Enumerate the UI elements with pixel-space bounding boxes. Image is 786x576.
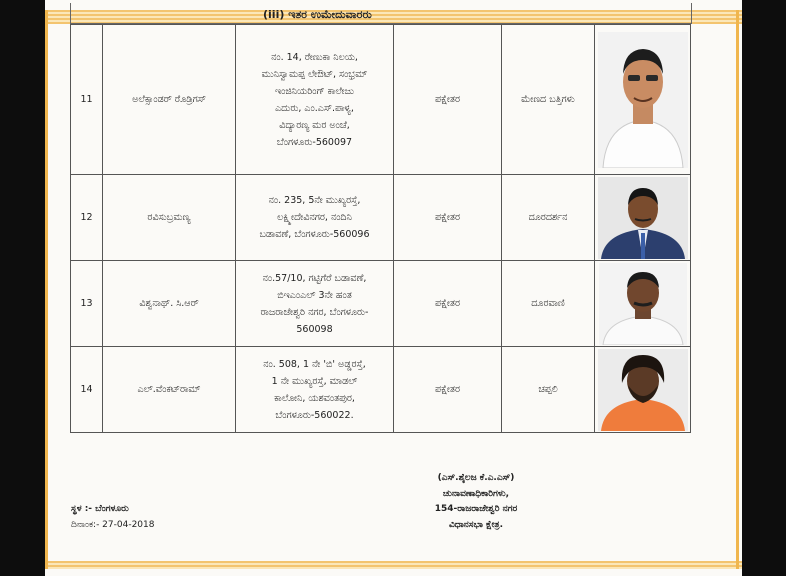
party-affiliation: ಪಕ್ಷೇತರ: [394, 175, 502, 261]
candidate-photo: [598, 177, 688, 259]
candidate-name: ಎಲ್.ವೆಂಕಟ್‌ರಾಮ್: [103, 347, 236, 433]
serial-number: 14: [71, 347, 103, 433]
candidate-address: ನಂ. 508, 1 ನೇ 'ಬಿ' ಅಡ್ಡರಸ್ತೆ, 1 ನೇ ಮುಖ್ಯರಸ್ತೆ, ಮಾಡಲ್ ಕಾಲೋನಿ, ಯಶವಂತಪುರ, ಬೆಂಗಳೂರು-560022.: [236, 347, 394, 433]
table-row: [71, 261, 691, 347]
candidate-photo: [598, 32, 688, 168]
candidate-photo-cell: [595, 261, 691, 347]
decorative-border-bottom: [45, 561, 742, 569]
party-affiliation: ಪಕ್ಷೇತರ: [394, 261, 502, 347]
candidate-name: ವಿಶ್ವನಾಥ್. ಸಿ.ಆರ್: [103, 261, 236, 347]
serial-number: 11: [71, 25, 103, 175]
decorative-border-right: [736, 10, 739, 569]
table-row: [71, 175, 691, 261]
candidates-table: [70, 24, 691, 433]
candidate-address: ನಂ. 235, 5ನೇ ಮುಖ್ಯರಸ್ತೆ, ಲಕ್ಷ್ಮೀದೇವಿನಗರ, ನಂದಿನಿ ಬಡಾವಣೆ, ಬೆಂಗಳೂರು-560096: [236, 175, 394, 261]
election-symbol: ದೂರವಾಣಿ: [502, 261, 595, 347]
candidate-photo-cell: [595, 347, 691, 433]
candidate-name: ಅಲೆಕ್ಸಾಂಡರ್ ರೊಡ್ರಿಗಸ್: [103, 25, 236, 175]
serial-number: 12: [71, 175, 103, 261]
section-title: (iii) ಇತರ ಉಮೇದುವಾರರು: [263, 8, 372, 21]
table-row: [71, 25, 691, 175]
candidate-name: ರವಿಸುಬ್ರಮಣ್ಯ: [103, 175, 236, 261]
candidate-photo-cell: [595, 175, 691, 261]
election-symbol: ಚಪ್ಪಲಿ: [502, 347, 595, 433]
serial-number: 13: [71, 261, 103, 347]
candidate-photo: [599, 263, 687, 345]
candidate-photo-cell: [595, 25, 691, 175]
document-page: [45, 0, 742, 576]
returning-officer-signature-block: (ಎಸ್.ಶೈಲಜ ಕೆ.ಎ.ಎಸ್) ಚುನಾವಣಾಧಿಕಾರಿಗಳು, 154-ರಾಜರಾಜೇಶ್ವರಿ ನಗರ ವಿಧಾನಸಭಾ ಕ್ಷೇತ್ರ.: [434, 473, 518, 530]
election-symbol: ಮೇಣದ ಬತ್ತಿಗಳು: [502, 25, 595, 175]
section-header-row: [70, 3, 692, 24]
decorative-border-left: [45, 10, 48, 569]
date-label: ದಿನಾಂಕ:- 27-04-2018: [71, 520, 155, 530]
election-symbol: ದೂರದರ್ಶನ: [502, 175, 595, 261]
party-affiliation: ಪಕ್ಷೇತರ: [394, 347, 502, 433]
candidate-address: ನಂ.57/10, ಗಟ್ಟಿಗೆರೆ ಬಡಾವಣೆ, ಬಿಇಎಂಎಲ್ 3ನೇ ಹಂತ ರಾಜರಾಜೇಶ್ವರಿ ನಗರ, ಬೆಂಗಳೂರು- 560098: [236, 261, 394, 347]
party-affiliation: ಪಕ್ಷೇತರ: [394, 25, 502, 175]
candidate-address: ನಂ. 14, ರೇಣುಕಾ ನಿಲಯ, ಮುನಿಸ್ವಾಮಪ್ಪ ಲೇಔಟ್, ಸಂಭ್ರಮ್ ಇಂಜಿನಿಯರಿಂಗ್ ಕಾಲೇಜು ಎದುರು, ಎಂ.ಎಸ್.ಪಾಳ್ಯ, ವಿದ್ಯಾರಣ್ಯ ಮರ ಅಂಚೆ, ಬೆಂಗಳೂರು-560097: [236, 25, 394, 175]
candidate-photo: [598, 349, 688, 431]
place-label: ಸ್ಥಳ :- ಬೆಂಗಳೂರು: [71, 504, 129, 514]
table-row: [71, 347, 691, 433]
